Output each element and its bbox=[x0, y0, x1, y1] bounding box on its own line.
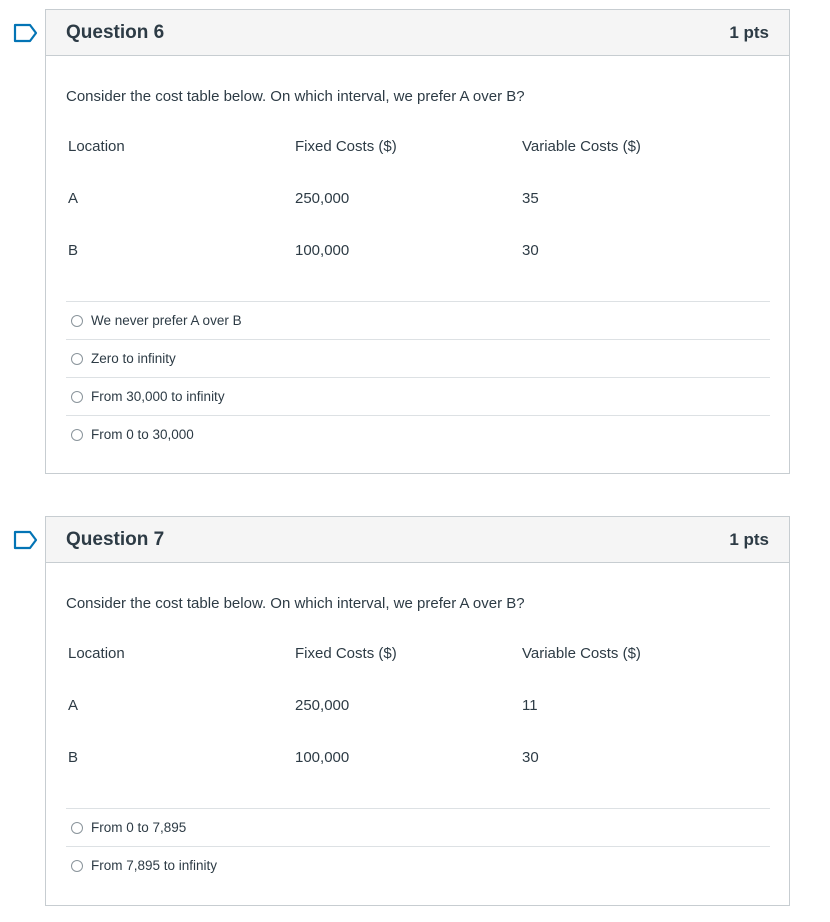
answer-option[interactable] bbox=[66, 301, 770, 339]
table-cell: 35 bbox=[522, 190, 539, 207]
answer-label[interactable]: Zero to infinity bbox=[91, 351, 176, 366]
answer-list bbox=[66, 808, 770, 884]
table-header-location: Location bbox=[68, 645, 125, 662]
answer-list bbox=[66, 301, 770, 453]
question-points: 1 pts bbox=[729, 22, 769, 42]
radio-button[interactable] bbox=[71, 353, 83, 365]
table-cell: 100,000 bbox=[295, 749, 350, 766]
radio-button[interactable] bbox=[71, 429, 83, 441]
question-text: Consider the cost table below. On which interval, we prefer A over B? bbox=[66, 88, 525, 105]
table-cell: 250,000 bbox=[295, 697, 350, 714]
table-header-variable: Variable Costs ($) bbox=[522, 645, 641, 662]
question-7 bbox=[45, 516, 790, 906]
table-cell: 100,000 bbox=[295, 242, 350, 259]
question-title: Question 7 bbox=[66, 528, 165, 550]
table-header-location: Location bbox=[68, 138, 125, 155]
answer-label[interactable]: We never prefer A over B bbox=[91, 313, 242, 328]
table-cell: 250,000 bbox=[295, 190, 350, 207]
table-header-fixed: Fixed Costs ($) bbox=[295, 138, 397, 155]
radio-button[interactable] bbox=[71, 860, 83, 872]
question-points: 1 pts bbox=[729, 529, 769, 549]
table-cell: B bbox=[68, 242, 79, 259]
table-cell: B bbox=[68, 749, 79, 766]
table-cell: 11 bbox=[522, 697, 538, 714]
radio-button[interactable] bbox=[71, 315, 83, 327]
table-cell: 30 bbox=[522, 749, 539, 766]
table-cell: A bbox=[68, 190, 79, 207]
table-cell: 30 bbox=[522, 242, 539, 259]
answer-label[interactable]: From 0 to 7,895 bbox=[91, 820, 187, 835]
answer-option[interactable] bbox=[66, 846, 770, 884]
question-title: Question 6 bbox=[66, 21, 165, 43]
answer-option[interactable] bbox=[66, 415, 770, 453]
answer-option[interactable] bbox=[66, 377, 770, 415]
answer-label[interactable]: From 7,895 to infinity bbox=[91, 858, 218, 873]
table-header-variable: Variable Costs ($) bbox=[522, 138, 641, 155]
answer-label[interactable]: From 30,000 to infinity bbox=[91, 389, 225, 404]
table-header-fixed: Fixed Costs ($) bbox=[295, 645, 397, 662]
radio-button[interactable] bbox=[71, 391, 83, 403]
radio-button[interactable] bbox=[71, 822, 83, 834]
table-cell: A bbox=[68, 697, 79, 714]
question-header bbox=[46, 517, 789, 563]
answer-option[interactable] bbox=[66, 339, 770, 377]
question-text: Consider the cost table below. On which interval, we prefer A over B? bbox=[66, 595, 525, 612]
flag-question-7-icon[interactable] bbox=[13, 530, 39, 550]
answer-label[interactable]: From 0 to 30,000 bbox=[91, 427, 194, 442]
question-header bbox=[46, 10, 789, 56]
flag-question-6-icon[interactable] bbox=[13, 23, 39, 43]
question-6 bbox=[45, 9, 790, 474]
answer-option[interactable] bbox=[66, 808, 770, 846]
